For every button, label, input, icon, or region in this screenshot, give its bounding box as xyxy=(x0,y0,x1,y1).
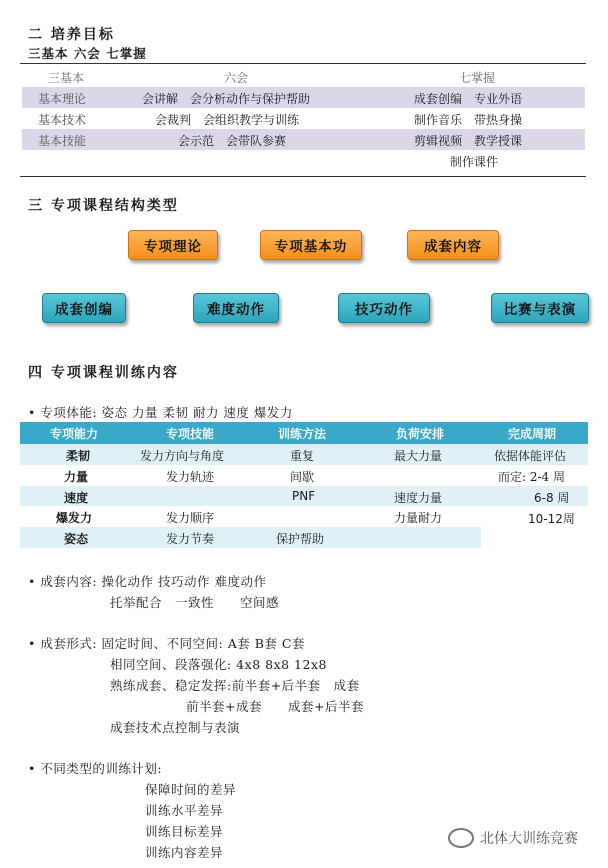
plan-item: 保障时间的差异 xyxy=(145,782,237,797)
training-table-header xyxy=(20,422,588,444)
header-cell: 完成周期 xyxy=(508,427,557,441)
content-line-1: • 成套内容: 操化动作 技巧动作 难度动作 xyxy=(28,574,267,589)
table-row xyxy=(20,486,588,507)
section-2-subtitle: 三基本 六会 七掌握 xyxy=(28,46,147,61)
plan-item: 训练目标差异 xyxy=(145,824,224,839)
cycle-cell: 而定: 2-4 周 xyxy=(498,470,565,484)
table-cell: 会讲解 会分析动作与保护帮助 xyxy=(142,92,311,106)
table-cell: 成套创编 专业外语 xyxy=(414,92,523,106)
table-cell: 发力节奏 xyxy=(166,532,215,547)
table-cell: 发力顺序 xyxy=(166,511,215,526)
header-cell: 三基本 xyxy=(48,71,85,85)
divider xyxy=(20,63,586,64)
table-cell: 基本理论 xyxy=(38,92,87,106)
table-cell: 发力方向与角度 xyxy=(140,449,225,463)
header-cell: 专项技能 xyxy=(166,427,215,441)
form-line-3: 熟练成套、稳定发挥:前半套+后半套 成套 xyxy=(110,678,360,693)
fitness-line: • 专项体能: 姿态 力量 柔韧 耐力 速度 爆发力 xyxy=(28,405,293,420)
course-type-box: 难度动作 xyxy=(193,293,279,323)
table-cell: 发力轨迹 xyxy=(166,469,215,484)
table-cell: 速度力量 xyxy=(394,490,443,505)
training-table xyxy=(20,422,588,548)
form-line-2: 相同空间、段落强化: 4x8 8x8 12x8 xyxy=(110,657,327,672)
content-line-2: 托举配合 一致性 空间感 xyxy=(110,595,280,610)
cycle-cell: 依据体能评估 xyxy=(494,449,567,463)
table-cell: 姿态 xyxy=(64,532,89,547)
plan-item: 训练内容差异 xyxy=(145,845,224,860)
table-cell: 间歇 xyxy=(290,469,315,484)
table-cell: 最大力量 xyxy=(394,449,443,463)
header-cell: 训练方法 xyxy=(278,427,327,441)
goals-table-row xyxy=(22,129,585,150)
cycle-cell: 10-12周 xyxy=(528,512,575,526)
table-cell: 制作课件 xyxy=(450,155,499,169)
section-3-title: 三 专项课程结构类型 xyxy=(28,198,179,214)
section-2-title: 二 培养目标 xyxy=(28,27,115,43)
course-type-box: 成套创编 xyxy=(42,293,126,323)
table-cell: 力量 xyxy=(64,469,89,484)
course-type-box: 成套内容 xyxy=(407,230,499,260)
header-cell: 六会 xyxy=(224,71,249,85)
header-cell: 负荷安排 xyxy=(396,427,445,441)
goals-table-row xyxy=(22,108,585,129)
plan-line: • 不同类型的训练计划: xyxy=(28,761,163,776)
table-cell: 基本技术 xyxy=(38,113,87,127)
course-type-box: 专项理论 xyxy=(128,230,218,260)
table-cell: 保护帮助 xyxy=(276,532,325,547)
watermark xyxy=(448,828,578,848)
cycle-cell: 6-8 周 xyxy=(534,491,570,505)
table-cell: 剪辑视频 教学授课 xyxy=(414,134,523,148)
header-cell: 专项能力 xyxy=(50,427,99,441)
table-row xyxy=(20,527,481,548)
table-cell: 会裁判 会组织教学与训练 xyxy=(155,113,300,127)
goals-table-row xyxy=(22,87,585,108)
plan-item: 训练水平差异 xyxy=(145,803,224,818)
section-4-title: 四 专项课程训练内容 xyxy=(28,365,179,381)
divider xyxy=(20,176,586,177)
table-cell: 制作音乐 带热身操 xyxy=(414,113,523,127)
table-cell: 重复 xyxy=(290,449,315,463)
form-line-1: • 成套形式: 固定时间、不同空间: A套 B套 C套 xyxy=(28,636,305,651)
wechat-icon xyxy=(448,828,474,848)
table-cell: 柔韧 xyxy=(66,449,91,463)
watermark-text: 北体大训练竞赛 xyxy=(480,831,578,847)
course-type-box: 专项基本功 xyxy=(260,230,362,260)
table-cell: 会示范 会带队参赛 xyxy=(178,134,287,148)
course-type-box: 技巧动作 xyxy=(338,293,430,323)
table-cell: PNF xyxy=(292,488,316,503)
goals-table xyxy=(22,66,585,171)
table-row xyxy=(20,506,588,527)
table-cell: 爆发力 xyxy=(56,511,93,526)
header-cell: 七掌握 xyxy=(459,71,496,85)
form-line-5: 成套技术点控制与表演 xyxy=(110,720,241,735)
table-cell: 基本技能 xyxy=(38,134,87,148)
form-line-4: 前半套+成套 成套+后半套 xyxy=(186,699,364,714)
table-cell: 速度 xyxy=(64,490,89,505)
course-type-box: 比赛与表演 xyxy=(491,293,589,323)
goals-table-row xyxy=(22,150,585,171)
table-cell: 力量耐力 xyxy=(394,511,443,526)
goals-table-header xyxy=(22,66,585,87)
